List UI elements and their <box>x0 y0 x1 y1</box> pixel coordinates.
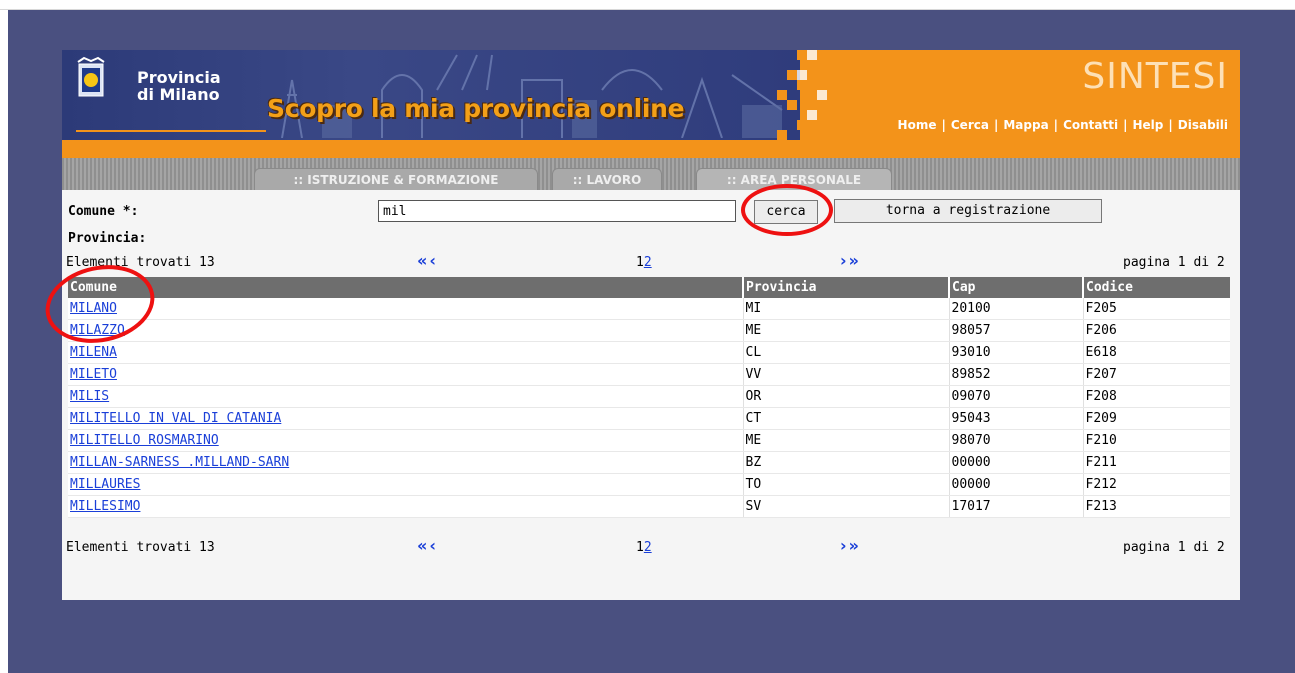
page-links-bottom <box>636 540 652 555</box>
provincia-cell: VV <box>743 364 949 386</box>
nav-separator: | <box>993 118 999 132</box>
comune-link[interactable]: MILLAURES <box>70 477 141 492</box>
codice-cell: F213 <box>1083 496 1230 518</box>
table-row <box>68 364 1230 386</box>
table-row <box>68 342 1230 364</box>
table-row <box>68 408 1230 430</box>
comune-link[interactable]: MILENA <box>70 345 117 360</box>
comune-link[interactable]: MILLAN-SARNESS .MILLAND-SARN <box>70 455 290 470</box>
nav-disabili[interactable]: Disabili <box>1177 118 1228 132</box>
cap-cell: 00000 <box>949 452 1083 474</box>
elements-found-text-bottom: Elementi trovati 13 <box>66 540 215 555</box>
pager-next-last-icon-bottom[interactable]: ›» <box>840 536 861 555</box>
table-row <box>68 298 1230 320</box>
nav-contatti[interactable]: Contatti <box>1063 118 1119 132</box>
codice-cell: F209 <box>1083 408 1230 430</box>
codice-cell: F212 <box>1083 474 1230 496</box>
cap-cell: 89852 <box>949 364 1083 386</box>
table-row <box>68 320 1230 342</box>
comune-link[interactable]: MILANO <box>70 301 117 316</box>
comune-link[interactable]: MILETO <box>70 367 117 382</box>
nav-separator: | <box>1168 118 1173 132</box>
provincia-cell: ME <box>743 430 949 452</box>
nav-cerca[interactable]: Cerca <box>950 118 989 132</box>
nav-separator: | <box>1123 118 1128 132</box>
col-header-cap: Cap <box>949 277 1083 298</box>
provincia-cell: CL <box>743 342 949 364</box>
results-table <box>68 277 1230 518</box>
banner-image <box>62 50 800 140</box>
checker-pattern-decoration <box>777 50 827 140</box>
comune-link[interactable]: MILITELLO ROSMARINO <box>70 433 219 448</box>
annotation-circle-cerca <box>741 184 833 236</box>
page-info-text: pagina 1 di 2 <box>1123 255 1225 270</box>
page-info-text-bottom: pagina 1 di 2 <box>1123 540 1225 555</box>
codice-cell: F205 <box>1083 298 1230 320</box>
cap-cell: 98057 <box>949 320 1083 342</box>
provincia-cell: MI <box>743 298 949 320</box>
cap-cell: 20100 <box>949 298 1083 320</box>
page-1-current: 1 <box>636 255 644 270</box>
comune-search-input[interactable] <box>378 200 736 222</box>
table-row <box>68 496 1230 518</box>
cap-cell: 17017 <box>949 496 1083 518</box>
codice-cell: E618 <box>1083 342 1230 364</box>
table-row <box>68 386 1230 408</box>
comune-label: Comune *: <box>68 204 139 219</box>
nav-home[interactable]: Home <box>897 118 937 132</box>
cap-cell: 95043 <box>949 408 1083 430</box>
site-banner <box>62 50 1240 158</box>
comune-link[interactable]: MILLESIMO <box>70 499 141 514</box>
tab-istruzione-formazione[interactable]: :: ISTRUZIONE & FORMAZIONE <box>254 168 538 190</box>
codice-cell: F206 <box>1083 320 1230 342</box>
cap-cell: 93010 <box>949 342 1083 364</box>
codice-cell: F208 <box>1083 386 1230 408</box>
province-title-line1: Provincia <box>137 68 221 87</box>
codice-cell: F210 <box>1083 430 1230 452</box>
table-header-row <box>68 277 1230 298</box>
cerca-button[interactable]: cerca <box>754 200 818 224</box>
table-row <box>68 452 1230 474</box>
provincia-cell: ME <box>743 320 949 342</box>
brand-sintesi: SINTESI <box>1082 56 1228 97</box>
page-2-link[interactable]: 2 <box>643 255 652 270</box>
provincia-cell: TO <box>743 474 949 496</box>
nav-separator: | <box>941 118 946 132</box>
pager-first-prev-icon-bottom[interactable]: «‹ <box>417 536 438 555</box>
torna-a-registrazione-button[interactable]: torna a registrazione <box>834 199 1102 223</box>
col-header-provincia: Provincia <box>743 277 949 298</box>
provincia-cell: SV <box>743 496 949 518</box>
codice-cell: F207 <box>1083 364 1230 386</box>
elements-found-text: Elementi trovati 13 <box>66 255 215 270</box>
page-2-link[interactable]: 2 <box>643 540 652 555</box>
cap-cell: 09070 <box>949 386 1083 408</box>
slogan: Scopro la mia provincia online <box>267 94 685 123</box>
comune-link[interactable]: MILITELLO IN VAL DI CATANIA <box>70 411 282 426</box>
table-row <box>68 430 1230 452</box>
page-links <box>636 255 652 270</box>
nav-help[interactable]: Help <box>1132 118 1164 132</box>
provincia-label: Provincia: <box>68 231 147 246</box>
province-title <box>137 69 221 103</box>
provincia-crest-icon <box>76 56 106 98</box>
province-title-line2: di Milano <box>137 85 220 104</box>
browser-top-edge <box>0 0 1295 10</box>
cap-cell: 00000 <box>949 474 1083 496</box>
col-header-codice: Codice <box>1083 277 1230 298</box>
top-navigation <box>898 118 1228 132</box>
table-row <box>68 474 1230 496</box>
search-panel <box>62 190 1240 600</box>
nav-mappa[interactable]: Mappa <box>1003 118 1049 132</box>
page-1-current: 1 <box>636 540 644 555</box>
provincia-cell: CT <box>743 408 949 430</box>
col-header-comune: Comune <box>68 277 743 298</box>
comune-link[interactable]: MILAZZO <box>70 323 125 338</box>
codice-cell: F211 <box>1083 452 1230 474</box>
nav-separator: | <box>1053 118 1059 132</box>
table-body <box>68 298 1230 518</box>
provincia-cell: OR <box>743 386 949 408</box>
tab-bar <box>62 158 1240 190</box>
logo-underline <box>76 130 266 132</box>
tab-lavoro[interactable]: :: LAVORO <box>552 168 662 190</box>
comune-link[interactable]: MILIS <box>70 389 110 404</box>
cap-cell: 98070 <box>949 430 1083 452</box>
pager-first-prev-icon[interactable]: «‹ <box>417 251 438 270</box>
tab-area-personale[interactable]: :: AREA PERSONALE <box>696 168 892 190</box>
provincia-cell: BZ <box>743 452 949 474</box>
pager-next-last-icon[interactable]: ›» <box>840 251 861 270</box>
